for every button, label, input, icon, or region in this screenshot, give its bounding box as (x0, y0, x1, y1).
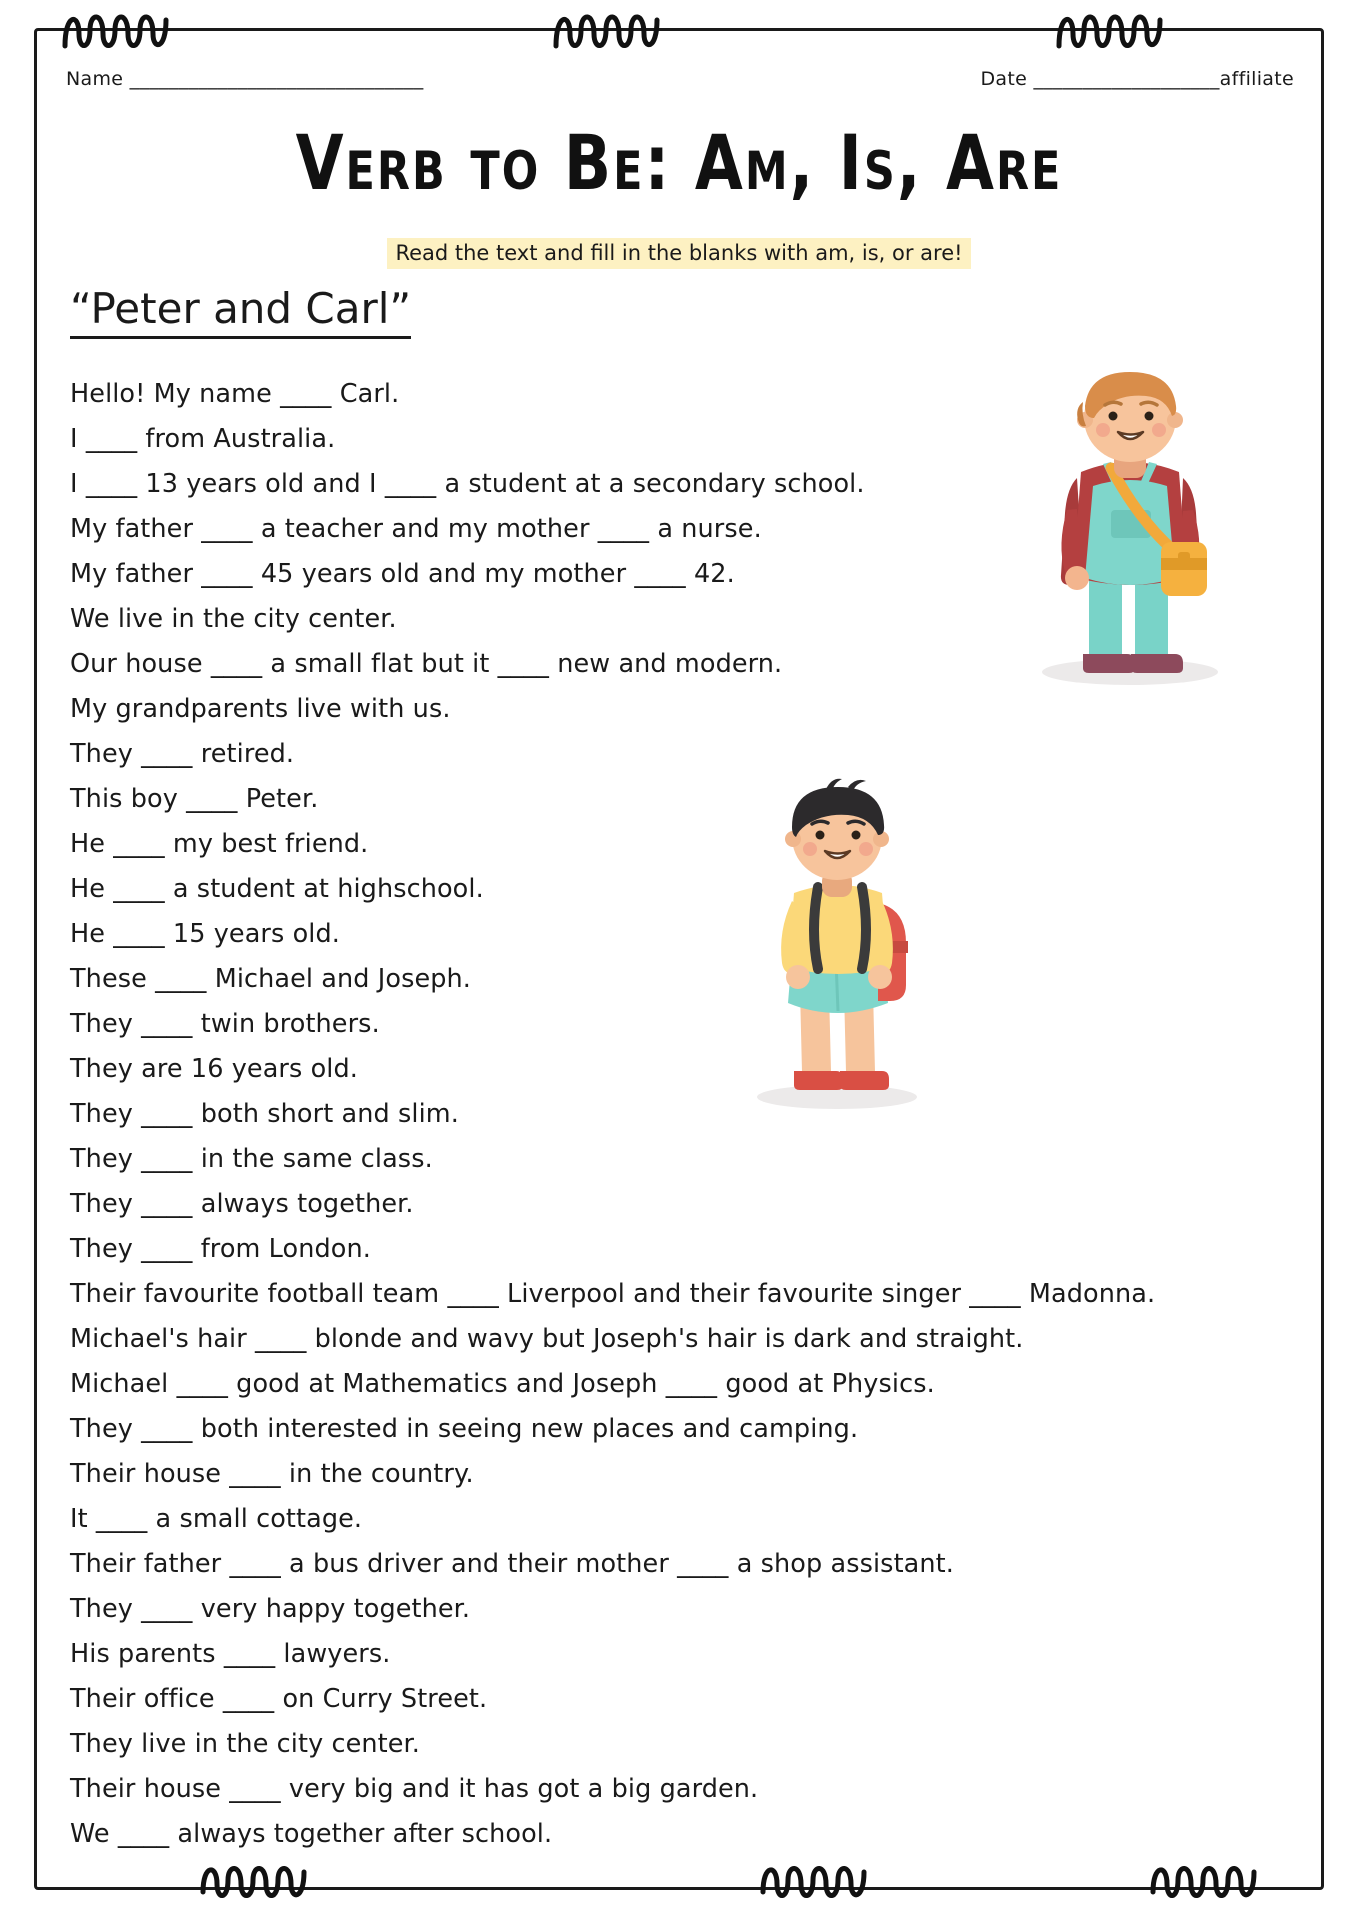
story-line: They ____ from London. (70, 1234, 371, 1264)
instruction-text: Read the text and fill in the blanks with am, is, or are! (387, 238, 970, 269)
story-line: They ____ in the same class. (70, 1144, 433, 1174)
story-line: They are 16 years old. (70, 1054, 358, 1084)
story-line: He ____ a student at highschool. (70, 874, 484, 904)
page-title: Verb to Be: Am, Is, Are (295, 118, 1063, 208)
story-line: Michael ____ good at Mathematics and Joseph ____ good at Physics. (70, 1369, 935, 1399)
story-heading: “Peter and Carl” (70, 286, 411, 339)
story-line: These ____ Michael and Joseph. (70, 964, 472, 994)
story-line: My father ____ 45 years old and my mother ____ 42. (70, 559, 735, 589)
squiggle-decoration-icon (1056, 6, 1166, 50)
story-line: This boy ____ Peter. (70, 784, 319, 814)
story-line: It ____ a small cottage. (70, 1504, 363, 1534)
story-line: Their favourite football team ____ Liverpool and their favourite singer ____ Madonna. (70, 1279, 1156, 1309)
story-line: My grandparents live with us. (70, 694, 451, 724)
story-line: They ____ retired. (70, 739, 295, 769)
squiggle-decoration-icon (62, 6, 172, 50)
story-line: They ____ twin brothers. (70, 1009, 380, 1039)
story-line: Their father ____ a bus driver and their mother ____ a shop assistant. (70, 1549, 954, 1579)
squiggle-decoration-icon (200, 1862, 310, 1906)
story-line: His parents ____ lawyers. (70, 1639, 391, 1669)
story-line: We live in the city center. (70, 604, 397, 634)
story-line: They ____ very happy together. (70, 1594, 471, 1624)
story-line: My father ____ a teacher and my mother ____ a nurse. (70, 514, 762, 544)
story-line: Our house ____ a small flat but it ____ new and modern. (70, 649, 783, 679)
story-line: I ____ 13 years old and I ____ a student at a secondary school. (70, 469, 865, 499)
squiggle-decoration-icon (553, 6, 663, 50)
story-line: They ____ both short and slim. (70, 1099, 459, 1129)
story-line: Michael's hair ____ blonde and wavy but Joseph's hair is dark and straight. (70, 1324, 1024, 1354)
story-line: I ____ from Australia. (70, 424, 336, 454)
story-body (70, 372, 1300, 1857)
story-line: Their house ____ very big and it has got a big garden. (70, 1774, 759, 1804)
name-field-label[interactable]: Name ______________________________ (66, 68, 424, 90)
story-line: They ____ always together. (70, 1189, 414, 1219)
story-line: Their house ____ in the country. (70, 1459, 474, 1489)
story-line: Hello! My name ____ Carl. (70, 379, 400, 409)
instruction-row (0, 238, 1358, 269)
story-line: We ____ always together after school. (70, 1819, 553, 1849)
story-line: He ____ 15 years old. (70, 919, 340, 949)
story-line: They ____ both interested in seeing new places and camping. (70, 1414, 859, 1444)
date-field-label[interactable]: Date ___________________affiliate (980, 68, 1294, 90)
squiggle-decoration-icon (1150, 1862, 1260, 1906)
story-line: Their office ____ on Curry Street. (70, 1684, 488, 1714)
squiggle-decoration-icon (760, 1862, 870, 1906)
story-line: He ____ my best friend. (70, 829, 369, 859)
story-line: They live in the city center. (70, 1729, 420, 1759)
name-date-row (66, 68, 1294, 90)
